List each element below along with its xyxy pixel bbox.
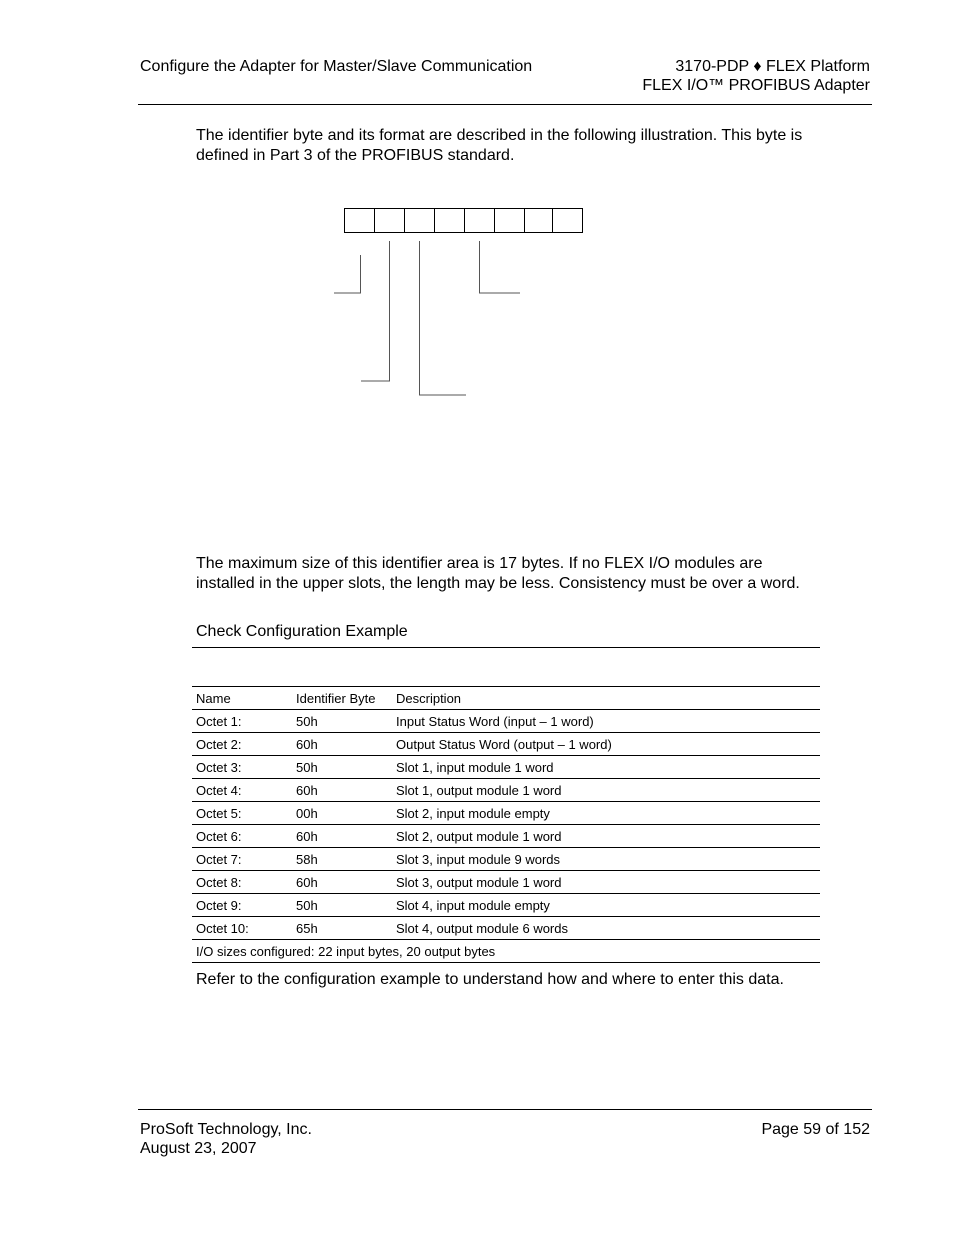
table-caption: Check Configuration Example <box>196 623 408 640</box>
cell-identifier: 50h <box>292 710 392 733</box>
cell-name: Octet 1: <box>192 710 292 733</box>
table-row <box>192 779 820 802</box>
cell-identifier: 00h <box>292 802 392 825</box>
table-row <box>192 917 820 940</box>
bits30-connector <box>480 241 521 293</box>
table-row <box>192 756 820 779</box>
bit6-connector <box>361 241 390 381</box>
body-paragraph-2: The maximum size of this identifier area is 17 bytes. If no FLEX I/O modules are installed in the upper slots, the length may be less. Consistency must be over a word. <box>196 555 800 592</box>
bit7-connector <box>334 255 361 293</box>
header-name: Name <box>192 687 292 710</box>
table-footer-note: I/O sizes configured: 22 input bytes, 20 output bytes <box>192 940 820 963</box>
footer-company: ProSoft Technology, Inc. <box>140 1121 312 1138</box>
cell-name: Octet 4: <box>192 779 292 802</box>
cell-name: Octet 3: <box>192 756 292 779</box>
closing-paragraph: Refer to the configuration example to understand how and where to enter this data. <box>196 971 784 988</box>
cell-description: Slot 2, input module empty <box>392 802 820 825</box>
cell-description: Slot 2, output module 1 word <box>392 825 820 848</box>
table-header-row <box>192 687 820 710</box>
cell-name: Octet 8: <box>192 871 292 894</box>
cell-identifier: 65h <box>292 917 392 940</box>
header-description: Description <box>392 687 820 710</box>
table-footer-row <box>192 940 820 963</box>
cell-description: Slot 1, output module 1 word <box>392 779 820 802</box>
cell-identifier: 60h <box>292 825 392 848</box>
header-product <box>642 57 870 95</box>
byte-box <box>345 209 583 233</box>
table-row <box>192 710 820 733</box>
cell-name: Octet 10: <box>192 917 292 940</box>
header-rule <box>138 104 872 105</box>
footer-left <box>140 1120 312 1158</box>
header-section-title: Configure the Adapter for Master/Slave Communication <box>140 58 533 75</box>
cell-name: Octet 9: <box>192 894 292 917</box>
caption-rule <box>192 647 820 648</box>
cell-description: Input Status Word (input – 1 word) <box>392 710 820 733</box>
cell-identifier: 58h <box>292 848 392 871</box>
table-row <box>192 825 820 848</box>
table-row <box>192 802 820 825</box>
cell-description: Slot 3, output module 1 word <box>392 871 820 894</box>
intro-paragraph: The identifier byte and its format are described in the following illustration. This byte is defined in Part 3 of the PROFIBUS standard. <box>196 127 803 164</box>
cell-identifier: 60h <box>292 871 392 894</box>
footer-page-number: Page 59 of 152 <box>761 1121 870 1138</box>
table-row <box>192 894 820 917</box>
header-product-line1: 3170-PDP ♦ FLEX Platform <box>675 58 870 75</box>
bits54-connector <box>420 241 467 395</box>
cell-description: Slot 4, input module empty <box>392 894 820 917</box>
footer-date: August 23, 2007 <box>140 1140 257 1157</box>
cell-name: Octet 2: <box>192 733 292 756</box>
cell-name: Octet 5: <box>192 802 292 825</box>
table-row <box>192 848 820 871</box>
cell-description: Slot 1, input module 1 word <box>392 756 820 779</box>
cell-description: Slot 4, output module 6 words <box>392 917 820 940</box>
table-row <box>192 733 820 756</box>
cell-description: Output Status Word (output – 1 word) <box>392 733 820 756</box>
cell-identifier: 60h <box>292 733 392 756</box>
header-product-line2: FLEX I/O™ PROFIBUS Adapter <box>642 77 870 94</box>
table-row <box>192 871 820 894</box>
header-identifier-byte: Identifier Byte <box>292 687 392 710</box>
footer-rule <box>138 1109 872 1110</box>
cell-name: Octet 7: <box>192 848 292 871</box>
cell-identifier: 60h <box>292 779 392 802</box>
cell-description: Slot 3, input module 9 words <box>392 848 820 871</box>
cell-identifier: 50h <box>292 894 392 917</box>
cell-identifier: 50h <box>292 756 392 779</box>
identifier-byte-diagram <box>330 205 610 405</box>
check-config-table <box>192 686 820 963</box>
cell-name: Octet 6: <box>192 825 292 848</box>
